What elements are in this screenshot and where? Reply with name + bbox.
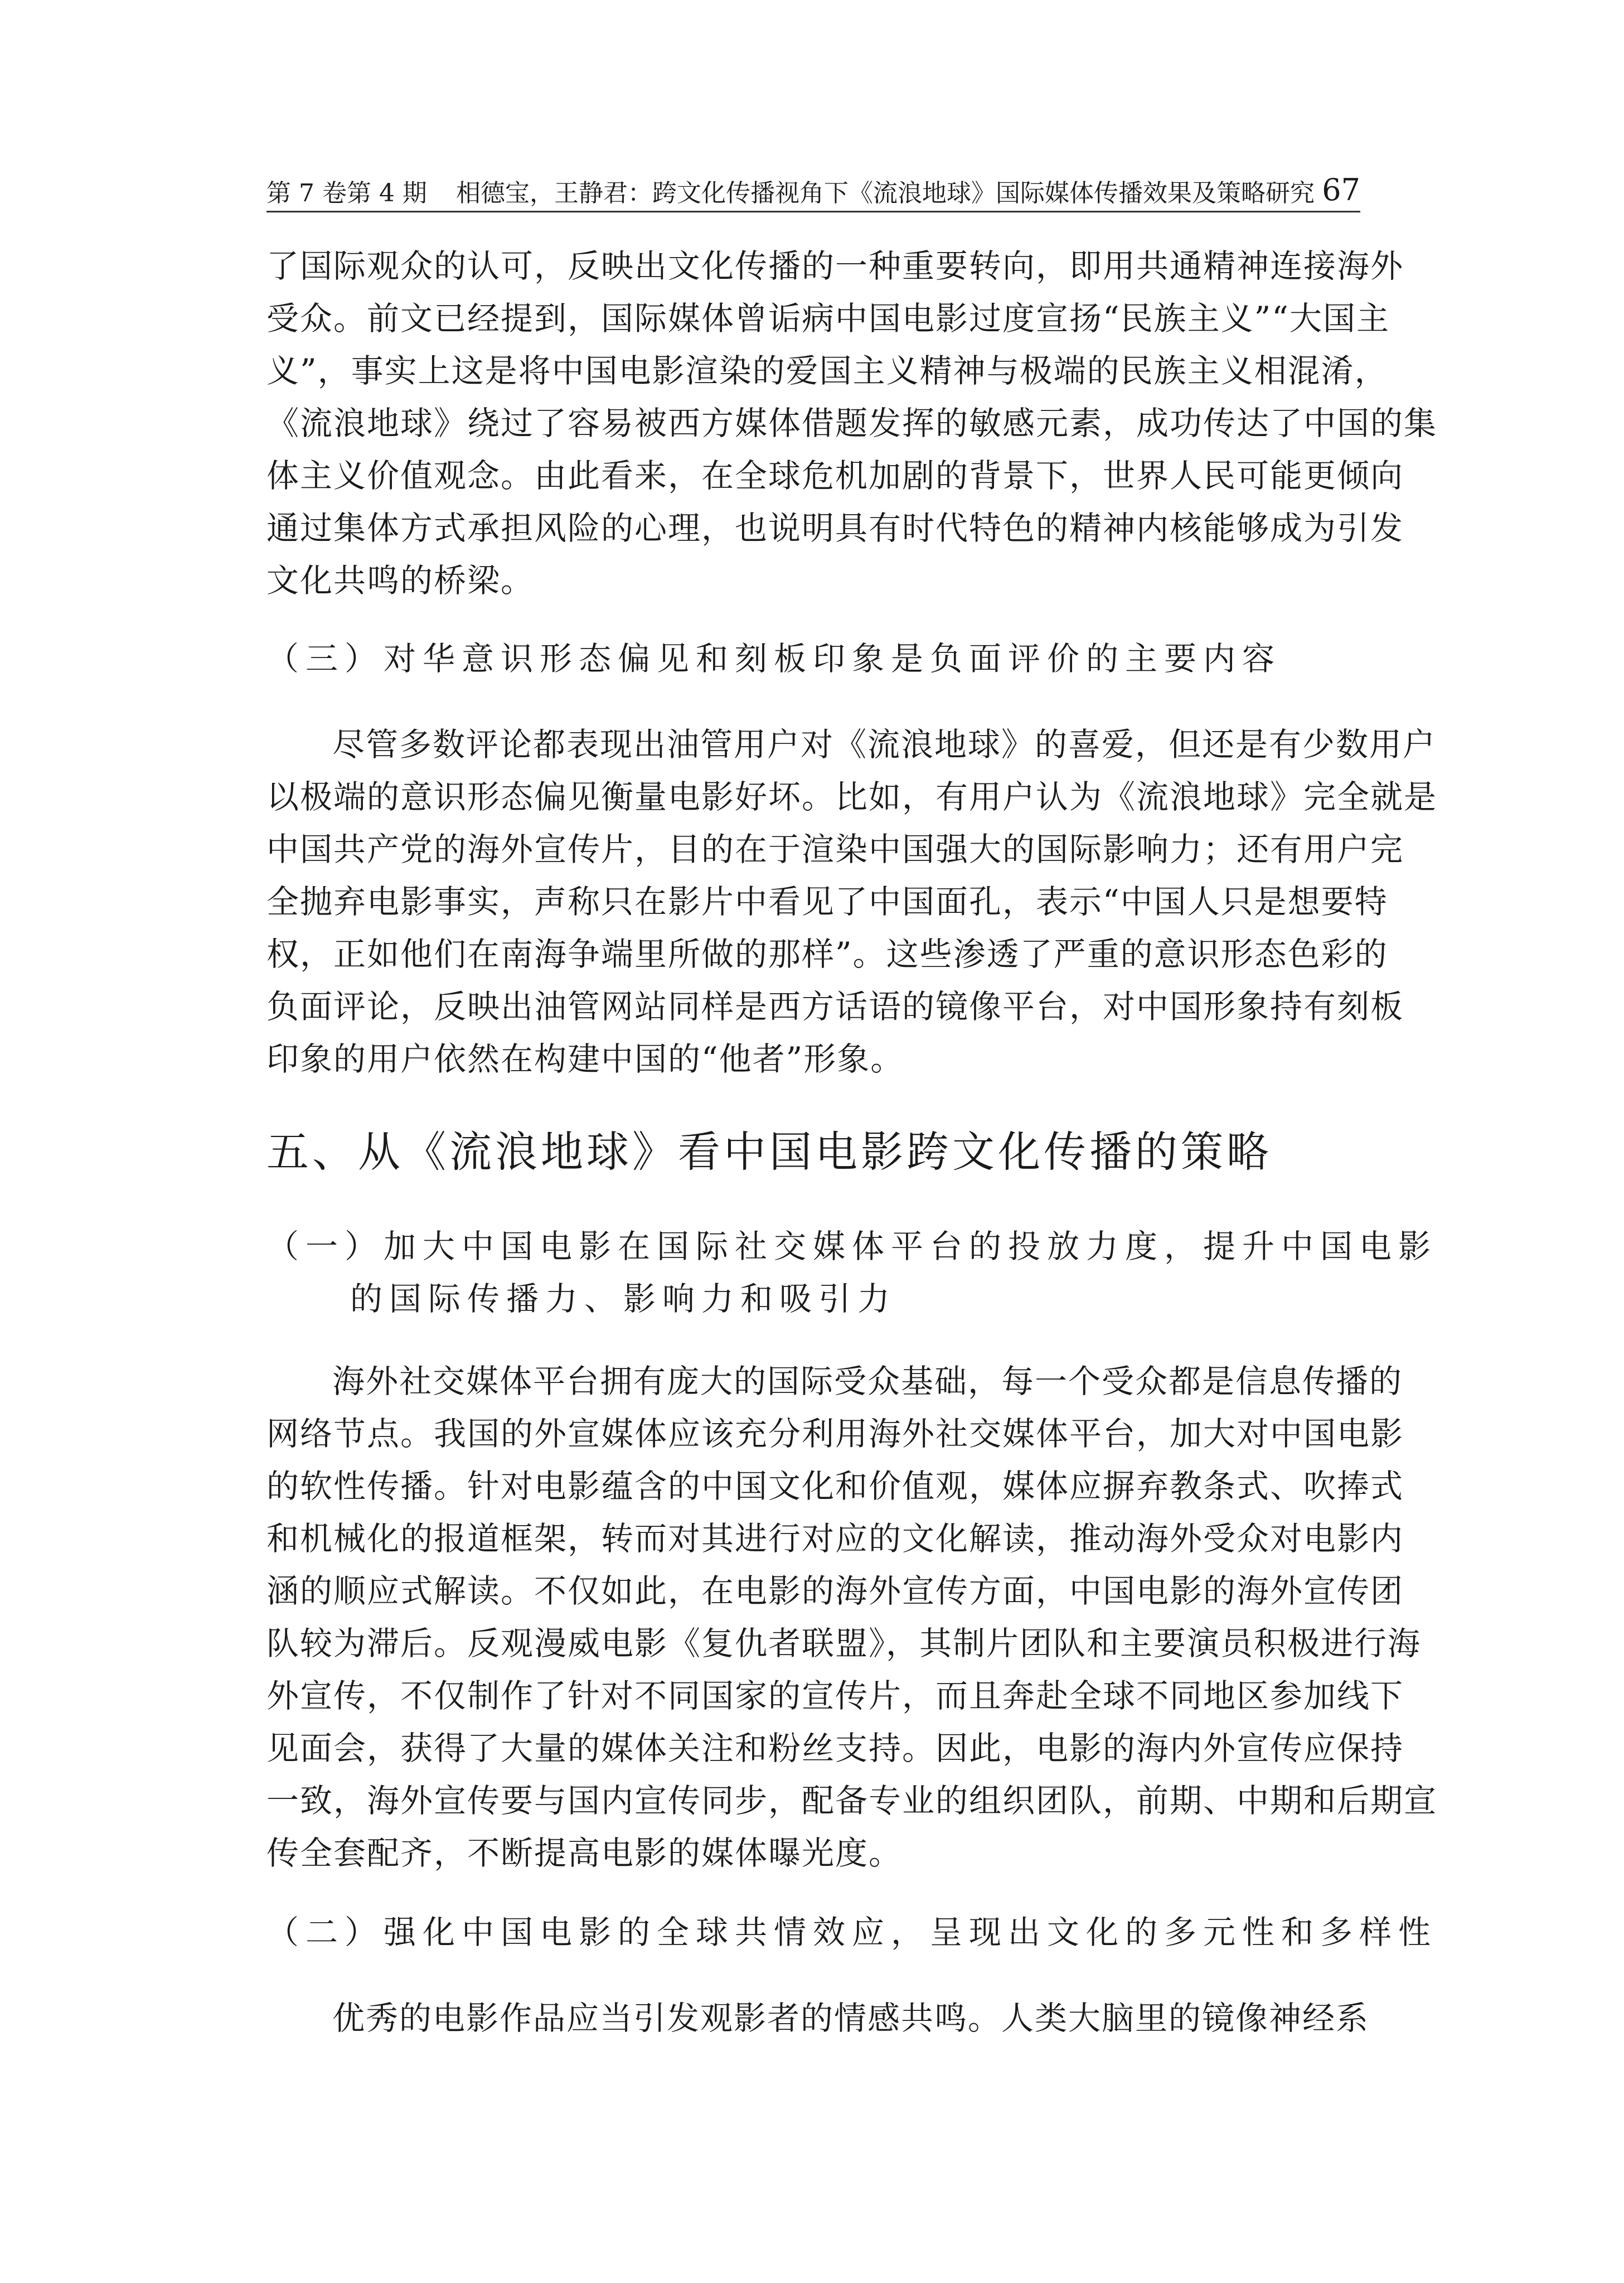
text-line: 负面评论，反映出油管网站同样是西方话语的镜像平台，对中国形象持有刻板 (266, 988, 1404, 1026)
text-line: 通过集体方式承担风险的心理，也说明具有时代特色的精神内核能够成为引发 (266, 509, 1404, 547)
text-line: 海外社交媒体平台拥有庞大的国际受众基础，每一个受众都是信息传播的 (332, 1362, 1403, 1400)
paragraph-empathy (266, 1992, 1370, 2044)
running-header (266, 172, 1360, 210)
page-number: 67 (1322, 172, 1360, 207)
text-line: 文化共鸣的桥梁。 (266, 562, 535, 599)
text-line: 体主义价值观念。由此看来，在全球危机加剧的背景下，世界人民可能更倾向 (266, 457, 1404, 495)
header-rule (266, 211, 1360, 212)
section-heading-text: 五、从《流浪地球》看中国电影跨文化传播的策略 (266, 1127, 1272, 1177)
paragraph-continuation (266, 240, 1438, 607)
text-line: 尽管多数评论都表现出油管用户对《流浪地球》的喜爱，但还是有少数用户 (332, 725, 1437, 763)
subheading-text: （一）加大中国电影在国际社交媒体平台的投放力度，提升中国电影 (266, 1227, 1438, 1265)
text-line: 的软性传播。针对电影蕴含的中国文化和价值观，媒体应摒弃教条式、吹捧式 (266, 1467, 1404, 1505)
section-heading-5 (266, 1124, 1360, 1180)
text-line: 见面会，获得了大量的媒体关注和粉丝支持。因此，电影的海内外宣传应保持 (266, 1729, 1404, 1767)
text-line: 印象的用户依然在构建中国的“他者”形象。 (266, 1040, 904, 1078)
text-line: 优秀的电影作品应当引发观影者的情感共鸣。人类大脑里的镜像神经系 (332, 1999, 1370, 2037)
subheading-2 (266, 1906, 1438, 1958)
text-line: 和机械化的报道框架，转而对其进行对应的文化解读，推动海外受众对电影内 (266, 1520, 1404, 1558)
text-line: 外宣传，不仅制作了针对不同国家的宣传片，而且奔赴全球不同地区参加线下 (266, 1677, 1404, 1715)
text-line: 一致，海外宣传要与国内宣传同步，配备专业的组织团队，前期、中期和后期宣 (266, 1782, 1438, 1820)
subheading-text: （二）强化中国电影的全球共情效应，呈现出文化的多元性和多样性 (266, 1913, 1438, 1951)
text-line: 《流浪地球》绕过了容易被西方媒体借题发挥的敏感元素，成功传达了中国的集 (266, 404, 1438, 442)
subheading-text: （三）对华意识形态偏见和刻板印象是负面评价的主要内容 (266, 640, 1282, 678)
text-line: 中国共产党的海外宣传片，目的在于渲染中国强大的国际影响力；还有用户完 (266, 830, 1404, 868)
paragraph-social-media (266, 1355, 1438, 1879)
subheading-1 (266, 1220, 1438, 1325)
text-line: 队较为滞后。反观漫威电影《复仇者联盟》，其制片团队和主要演员积极进行海 (266, 1624, 1422, 1662)
text-line: 权，正如他们在南海争端里所做的那样”。这些渗透了严重的意识形态色彩的 (266, 935, 1388, 973)
subheading-3 (266, 632, 1360, 685)
text-line: 涵的顺应式解读。不仅如此，在电影的海外宣传方面，中国电影的海外宣传团 (266, 1572, 1404, 1610)
text-line: 了国际观众的认可，反映出文化传播的一种重要转向，即用共通精神连接海外 (266, 247, 1404, 285)
text-line: 义”，事实上这是将中国电影渲染的爱国主义精神与极端的民族主义相混淆， (266, 352, 1388, 390)
text-line: 全抛弃电影事实，声称只在影片中看见了中国面孔，表示“中国人只是想要特 (266, 883, 1388, 921)
text-line: 传全套配齐，不断提高电影的媒体曝光度。 (266, 1834, 903, 1872)
paragraph-negative-reviews (266, 718, 1438, 1085)
text-line: 网络节点。我国的外宣媒体应该充分利用海外社交媒体平台，加大对中国电影 (266, 1415, 1404, 1453)
subheading-text: 的国际传播力、影响力和吸引力 (350, 1280, 897, 1318)
issue-label: 第 7 卷第 4 期 (266, 179, 427, 207)
text-line: 以极端的意识形态偏见衡量电影好坏。比如，有用户认为《流浪地球》完全就是 (266, 778, 1438, 816)
article-running-title: 相德宝，王静君：跨文化传播视角下《流浪地球》国际媒体传播效果及策略研究 (456, 179, 1315, 207)
text-line: 受众。前文已经提到，国际媒体曾诟病中国电影过度宣扬“民族主义”“大国主 (266, 299, 1390, 337)
